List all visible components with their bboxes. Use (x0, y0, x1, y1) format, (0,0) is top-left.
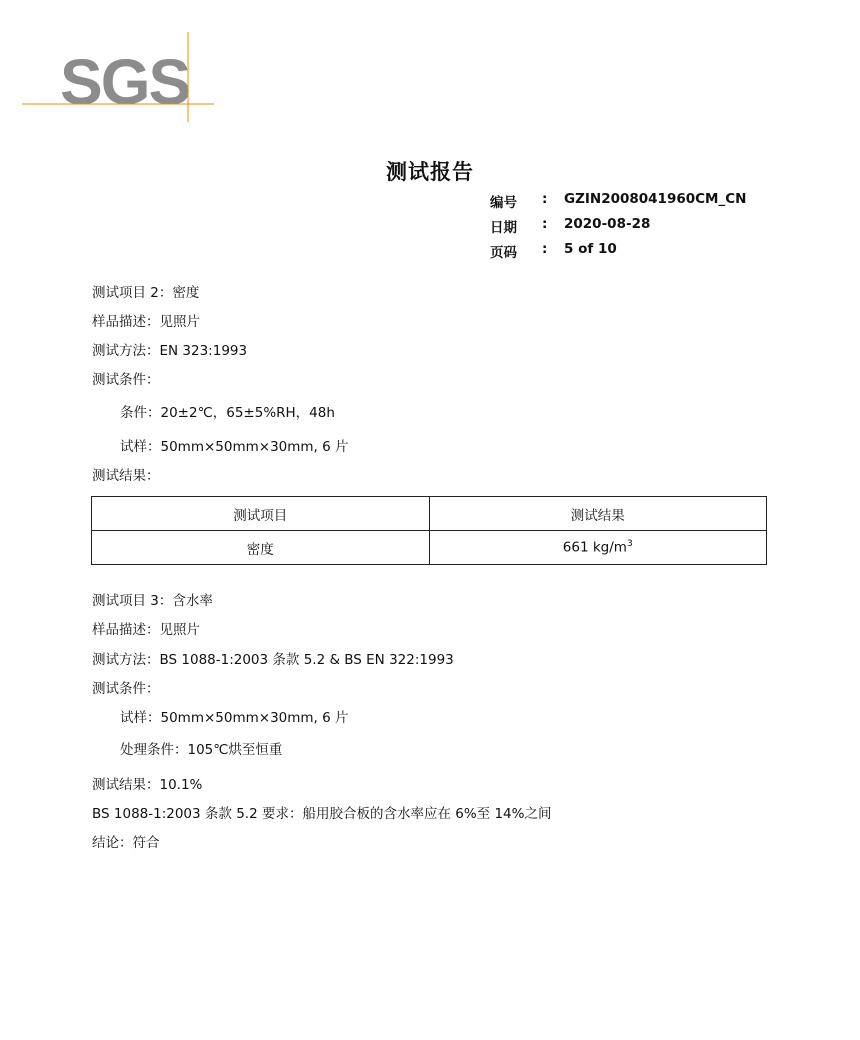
table-header-cell: 测试结果 (429, 497, 767, 531)
item2-sample: 样品描述：见照片 (92, 314, 200, 330)
item2-conditions-label: 测试条件： (92, 372, 160, 388)
meta-label: 编号 (490, 195, 517, 211)
meta-label: 页码 (490, 245, 517, 261)
meta-value: 5 of 10 (564, 241, 617, 257)
item2-title: 测试项目 2：密度 (92, 285, 200, 301)
item3-requirement: BS 1088-1:2003 条款 5.2 要求：船用胶合板的含水率应在 6%至 14%之间 (92, 806, 552, 822)
item3-method: 测试方法：BS 1088-1:2003 条款 5.2 & BS EN 322:1993 (92, 652, 454, 668)
table-header-cell: 测试项目 (92, 497, 430, 531)
meta-value: 2020-08-28 (564, 216, 651, 232)
meta-label: 日期 (490, 220, 517, 236)
table-cell-item: 密度 (92, 531, 430, 565)
meta-value: GZIN2008041960CM_CN (564, 191, 747, 207)
item3-sample: 样品描述：见照片 (92, 622, 200, 638)
table-header-row (92, 497, 767, 531)
table-cell-value (429, 531, 767, 565)
item2-results-label: 测试结果： (92, 468, 160, 484)
item2-specimen: 试样：50mm×50mm×30mm, 6 片 (120, 439, 349, 455)
item3-conclusion: 结论：符合 (92, 835, 160, 851)
svg-text:SGS: SGS (60, 46, 190, 118)
item3-result: 测试结果：10.1% (92, 777, 203, 793)
item3-specimen: 试样：50mm×50mm×30mm, 6 片 (120, 710, 349, 726)
item3-conditions-label: 测试条件： (92, 681, 160, 697)
report-title: 测试报告 (386, 160, 474, 184)
results-table (91, 496, 767, 565)
unit-superscript: 3 (626, 539, 633, 550)
item3-treatment: 处理条件：105℃烘至恒重 (120, 742, 283, 758)
meta-colon: : (542, 191, 548, 207)
item2-condition: 条件：20±2℃，65±5%RH，48h (120, 405, 335, 421)
density-value: 661 kg/m (562, 539, 627, 556)
table-row (92, 531, 767, 565)
item3-title: 测试项目 3：含水率 (92, 593, 213, 609)
sgs-logo (22, 32, 222, 122)
meta-colon: : (542, 216, 548, 232)
item2-method: 测试方法：EN 323:1993 (92, 343, 248, 359)
meta-colon: : (542, 241, 548, 257)
